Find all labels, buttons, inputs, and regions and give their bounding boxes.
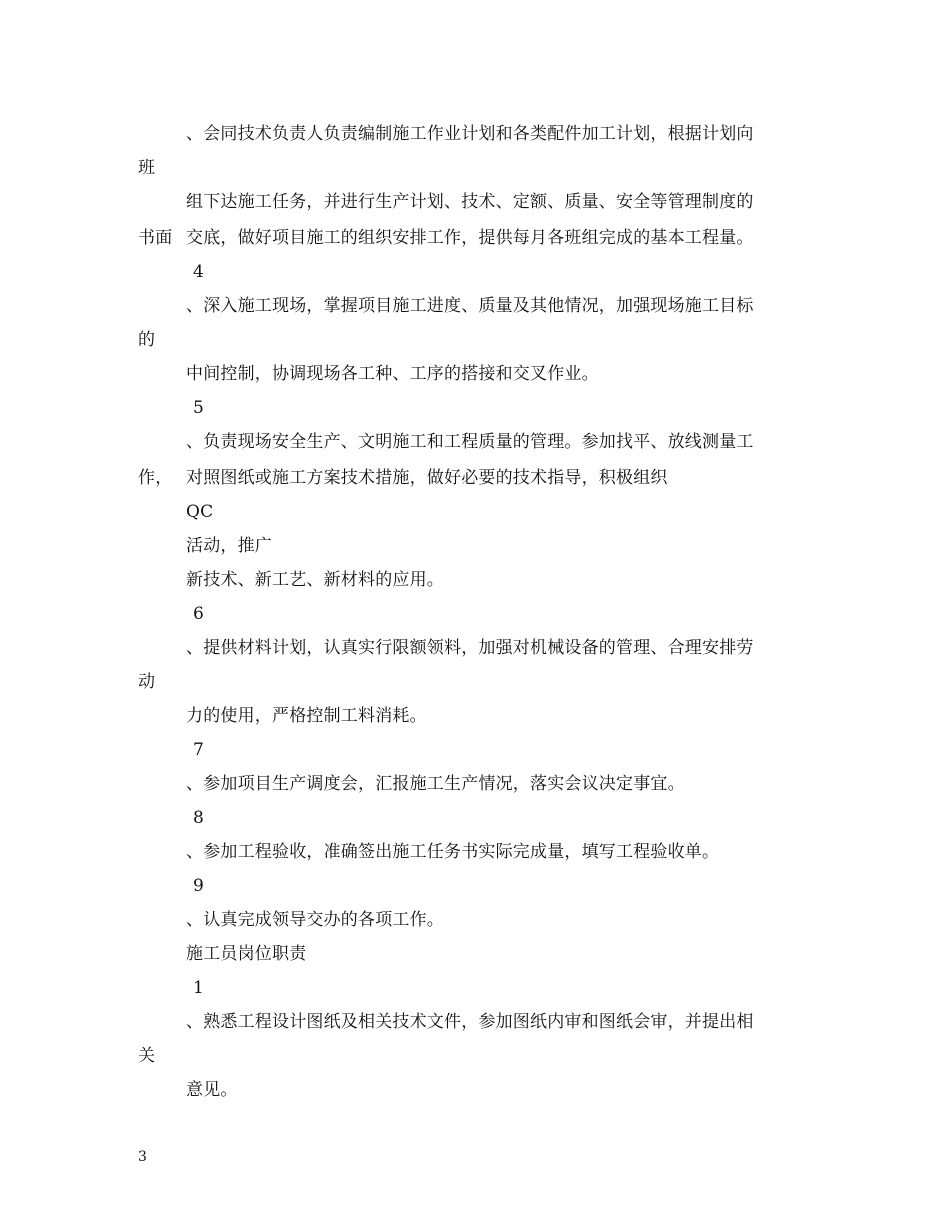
section-heading: 施工员岗位职责	[186, 944, 307, 964]
item-number-7: 7	[193, 740, 205, 760]
text-line-2: 班	[138, 158, 156, 178]
text-line-20: 力的使用，严格控制工料消耗。	[186, 706, 427, 726]
item-number-9: 9	[193, 876, 205, 896]
text-line-31: 意见。	[186, 1080, 238, 1100]
text-line-29: 、熟悉工程设计图纸及相关技术文件，参加图纸内审和图纸会审，并提出相	[186, 1012, 754, 1032]
item-number-4: 4	[193, 262, 205, 282]
text-line-19: 动	[138, 672, 156, 692]
text-line-13: 对照图纸或施工方案技术措施，做好必要的技术指导，积极组织	[186, 468, 668, 488]
text-line-18: 、提供材料计划，认真实行限额领料，加强对机械设备的管理、合理安排劳	[186, 638, 754, 658]
text-line-12: 作，	[138, 468, 173, 488]
text-line-24: 、参加工程验收，准确签出施工任务书实际完成量，填写工程验收单。	[186, 842, 720, 862]
text-line-7: 、深入施工现场，掌握项目施工进度、质量及其他情况，加强现场施工目标	[186, 296, 754, 316]
text-line-9: 中间控制，协调现场各工种、工序的搭接和交叉作业。	[186, 364, 599, 384]
page-number: 3	[138, 1149, 147, 1165]
text-line-15: 活动，推广	[186, 536, 272, 556]
text-line-1: 、会同技术负责人负责编制施工作业计划和各类配件加工计划，根据计划向	[186, 124, 754, 144]
text-line-26: 、认真完成领导交办的各项工作。	[186, 910, 444, 930]
text-line-11: 、负责现场安全生产、文明施工和工程质量的管理。参加找平、放线测量工	[186, 432, 754, 452]
text-line-16: 新技术、新工艺、新材料的应用。	[186, 570, 444, 590]
text-line-4: 书面	[138, 228, 173, 248]
item-number-6: 6	[193, 604, 205, 624]
item-number-8: 8	[193, 808, 205, 828]
text-line-3: 组下达施工任务，并进行生产计划、技术、定额、质量、安全等管理制度的	[186, 192, 754, 212]
text-line-30: 关	[138, 1046, 156, 1066]
text-line-qc: QC	[186, 502, 214, 522]
text-line-8: 的	[138, 330, 156, 350]
item-number-5: 5	[193, 398, 205, 418]
text-line-22: 、参加项目生产调度会，汇报施工生产情况，落实会议决定事宜。	[186, 774, 685, 794]
item-number-1: 1	[193, 978, 205, 998]
text-line-5: 交底，做好项目施工的组织安排工作，提供每月各班组完成的基本工程量。	[186, 228, 754, 248]
